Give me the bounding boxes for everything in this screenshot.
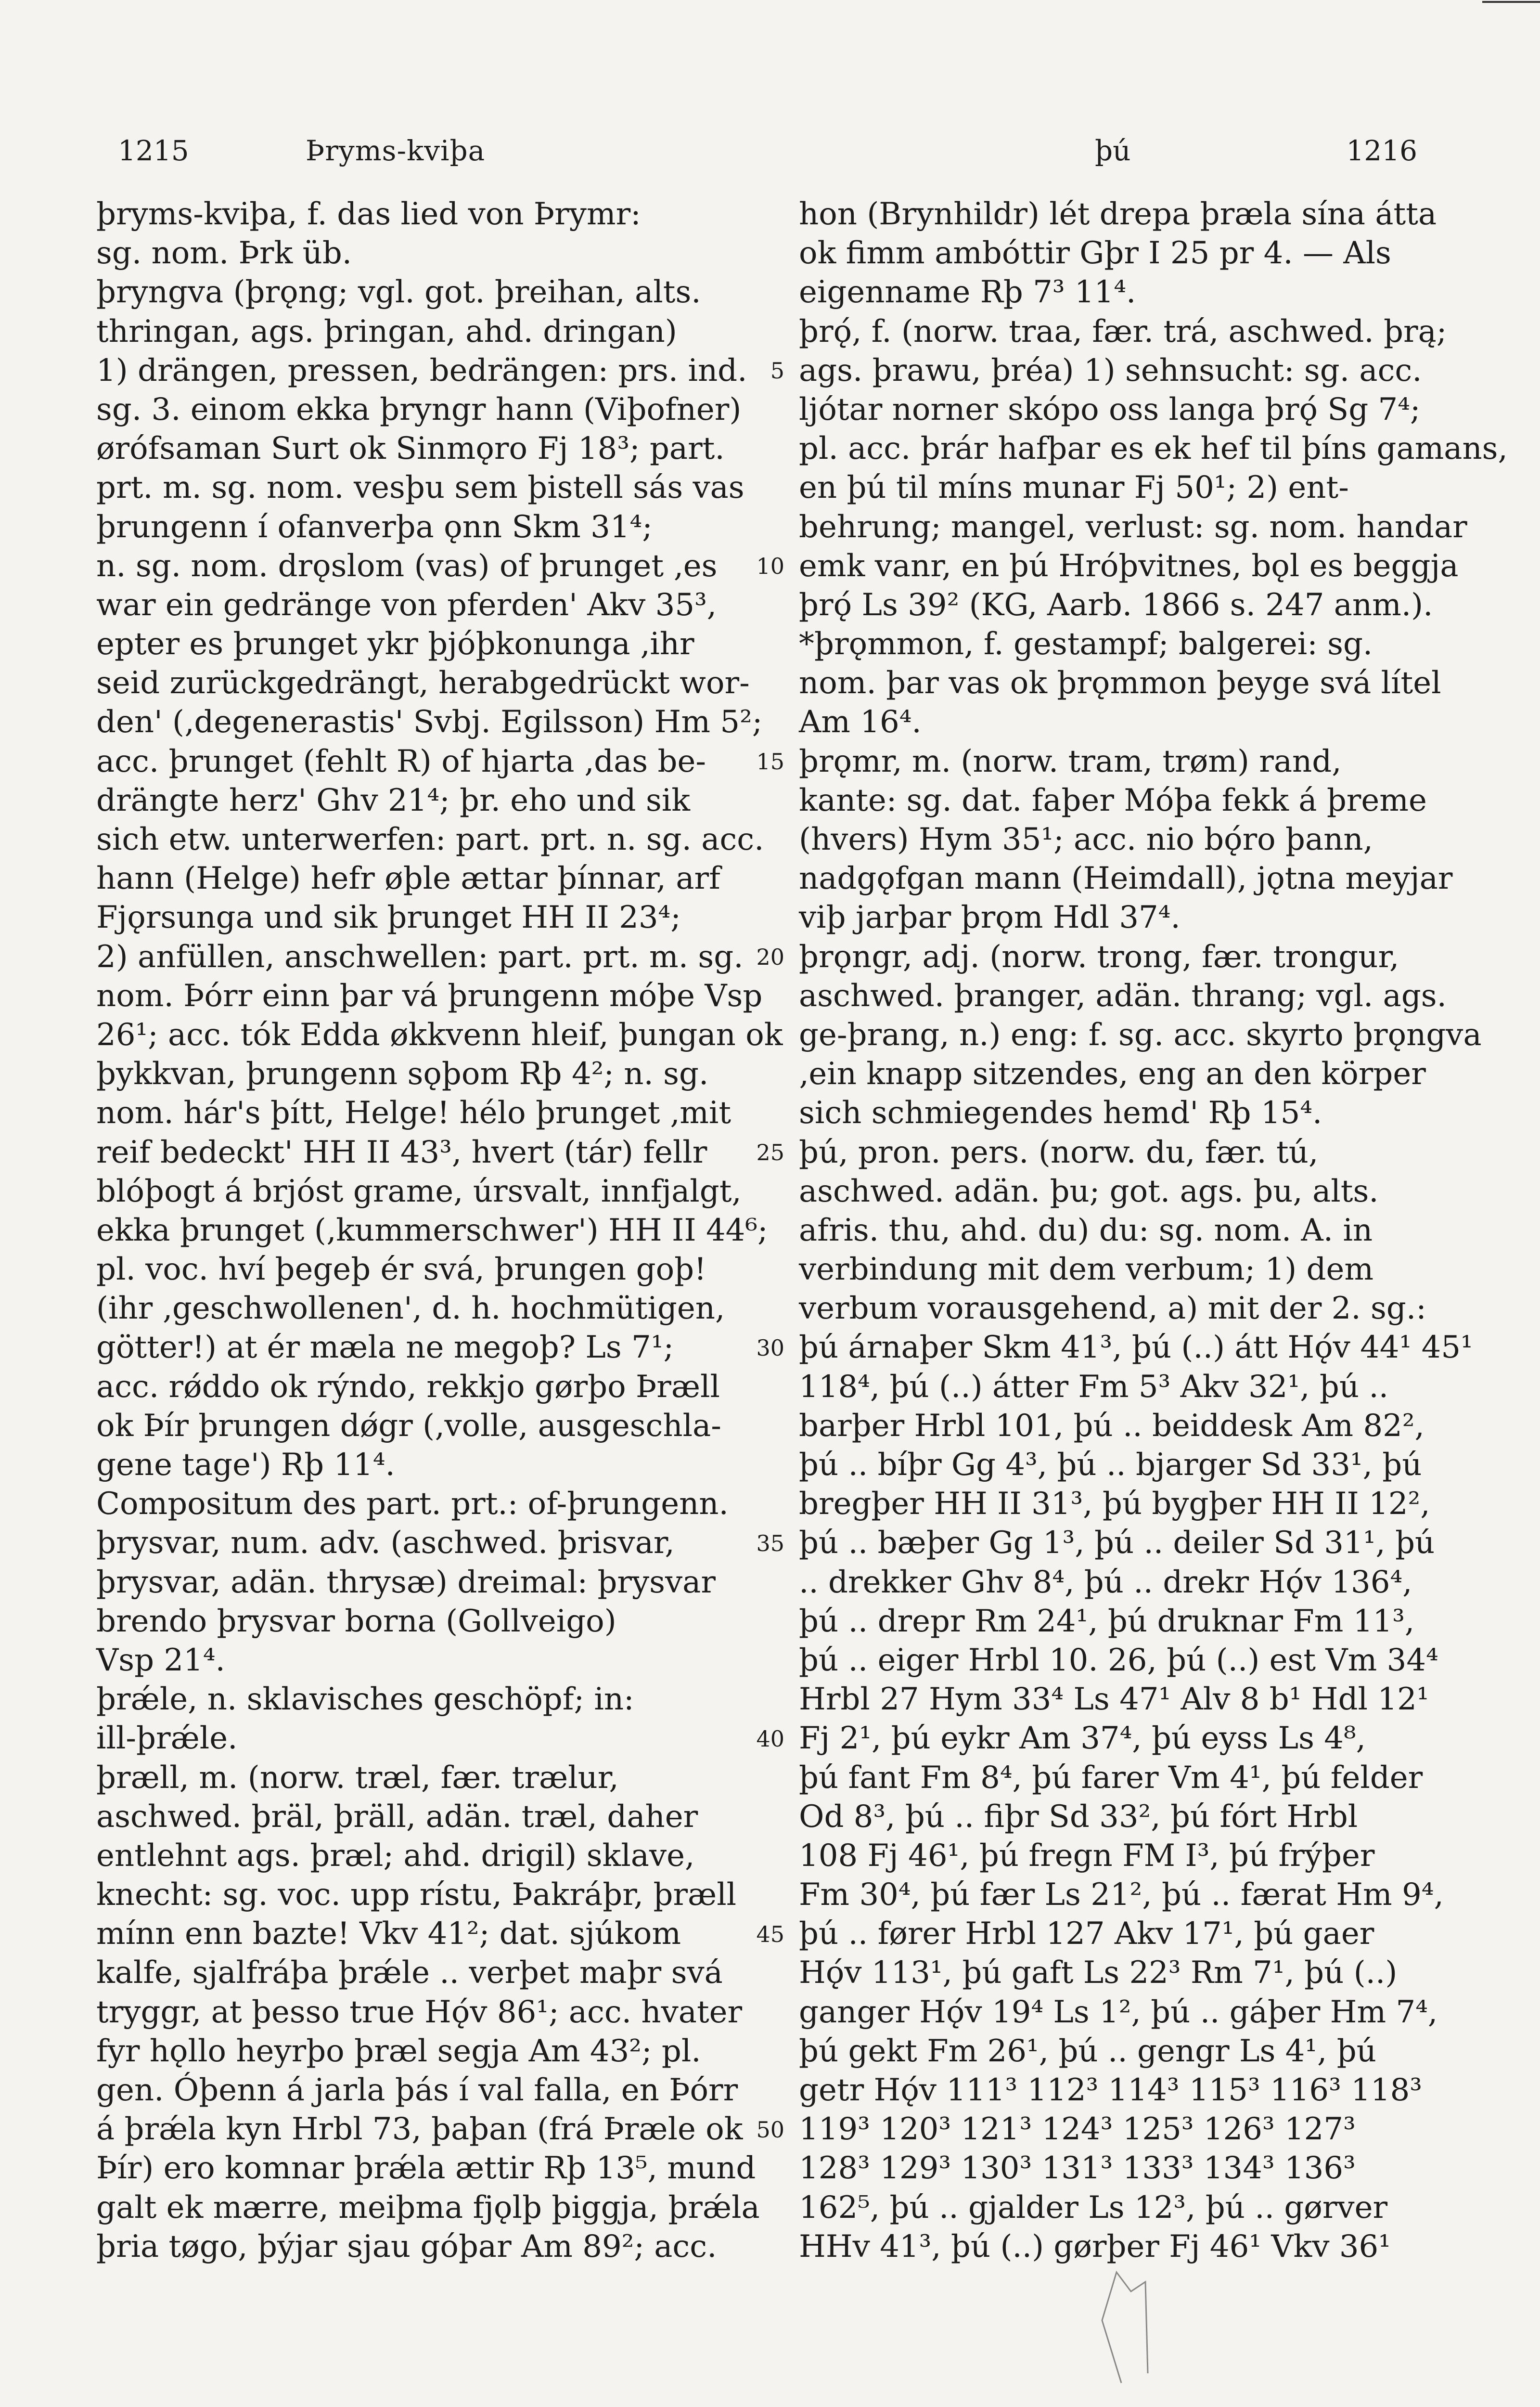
right-column-line: viþ jarþar þrǫm Hdl 37⁴. — [799, 900, 1181, 936]
right-column-line: Hǫ́v 113¹, þú gaft Ls 22³ Rm 7¹, þú (..) — [799, 1955, 1398, 1991]
left-column-line: 2) anfüllen, anschwellen: part. prt. m. sg. — [96, 939, 744, 975]
left-column-line: brendo þrysvar borna (Gollveigo) — [96, 1603, 616, 1639]
right-column-line: 108 Fj 46¹, þú fregn FM I³, þú frýþer — [799, 1838, 1375, 1874]
left-column-line: Fjǫrsunga und sik þrunget HH II 23⁴; — [96, 900, 681, 936]
left-column-line: sich etw. unterwerfen: part. prt. n. sg. acc. — [96, 822, 764, 857]
right-column-line: þú fant Fm 8⁴, þú farer Vm 4¹, þú felder — [799, 1760, 1423, 1796]
right-column-line: ags. þrawu, þréa) 1) sehnsucht: sg. acc. — [799, 352, 1422, 388]
left-column-line: (ihr ‚geschwollenen', d. h. hochmütigen, — [96, 1291, 725, 1327]
right-column-line: en þú til míns munar Fj 50¹; 2) ent- — [799, 470, 1349, 506]
pencil-bracket-mark — [1092, 2263, 1160, 2388]
right-column-line: behrung; mangel, verlust: sg. nom. handar — [799, 509, 1467, 545]
right-column-line: ljótar norner skópo oss langa þrǫ́ Sg 7⁴; — [799, 391, 1421, 427]
left-column-line: seid zurückgedrängt, herabgedrückt wor- — [96, 665, 750, 701]
line-number: 35 — [756, 1530, 784, 1556]
right-column-line: ge-þrang, n.) eng: f. sg. acc. skyrto þrǫngva — [799, 1017, 1482, 1053]
left-column-line: acc. rǿddo ok rýndo, rekkjo gørþo Þræll — [96, 1369, 720, 1405]
line-number: 25 — [756, 1139, 784, 1165]
right-column-line: þú .. eiger Hrbl 10. 26, þú (..) est Vm 34⁴ — [799, 1642, 1438, 1678]
left-page-number: 1215 — [118, 134, 189, 167]
left-column-line: þrungenn í ofanverþa ǫnn Skm 31⁴; — [96, 509, 653, 545]
left-column-line: mínn enn bazte! Vkv 41²; dat. sjúkom — [96, 1916, 681, 1952]
right-text-column — [799, 195, 1508, 2266]
right-column-line: þrǫ́, f. (norw. traa, fær. trá, aschwed. þrą; — [799, 313, 1447, 349]
left-column-line: war ein gedränge von pferden' Akv 35³, — [96, 587, 717, 623]
right-column-line: pl. acc. þrár hafþar es ek hef til þíns gamans, — [799, 431, 1508, 467]
right-column-line: þrǫmr, m. (norw. tram, trøm) rand, — [799, 743, 1342, 779]
right-column-line: 118⁴, þú (..) átter Fm 5³ Akv 32¹, þú .. — [799, 1369, 1389, 1405]
left-column-line: þykkvan, þrungenn sǫþom Rþ 4²; n. sg. — [96, 1056, 709, 1092]
right-column-line: sich schmiegendes hemd' Rþ 15⁴. — [799, 1095, 1322, 1131]
left-column-line: den' (‚degenerastis' Svbj. Egilsson) Hm 5²; — [96, 704, 763, 740]
left-column-line: sg. nom. Þrk üb. — [96, 235, 352, 272]
left-column-line: thringan, ags. þringan, ahd. dringan) — [96, 313, 677, 349]
left-column-line: nom. hár's þítt, Helge! hélo þrunget ‚mit — [96, 1095, 732, 1131]
right-column-line: þrǫ́ Ls 39² (KG, Aarb. 1866 s. 247 anm.). — [799, 587, 1433, 623]
right-column-line: Hrbl 27 Hym 33⁴ Ls 47¹ Alv 8 b¹ Hdl 12¹ — [799, 1682, 1429, 1718]
line-number: 45 — [756, 1921, 784, 1947]
left-column-line: nom. Þórr einn þar vá þrungenn móþe Vsp — [96, 978, 763, 1014]
line-number: 20 — [756, 944, 784, 970]
right-column-line: getr Hǫ́v 111³ 112³ 114³ 115³ 116³ 118³ — [799, 2072, 1422, 2108]
left-column-line: ill-þrǽle. — [96, 1721, 238, 1757]
right-column-line: Fj 2¹, þú eykr Am 37⁴, þú eyss Ls 4⁸, — [799, 1721, 1366, 1757]
right-column-line: .. drekker Ghv 8⁴, þú .. drekr Hǫ́v 136⁴, — [799, 1564, 1412, 1600]
right-column-line: aschwed. adän. þu; got. ags. þu, alts. — [799, 1173, 1379, 1209]
right-column-line: þú gekt Fm 26¹, þú .. gengr Ls 4¹, þú — [799, 2033, 1376, 2069]
left-column-line: Vsp 21⁴. — [96, 1642, 225, 1678]
left-column-line: entlehnt ags. þræl; ahd. drigil) sklave, — [96, 1838, 695, 1874]
right-column-line: barþer Hrbl 101, þú .. beiddesk Am 82², — [799, 1408, 1424, 1444]
page-header — [118, 129, 1417, 177]
right-column-line: þú .. bæþer Gg 1³, þú .. deiler Sd 31¹, þú — [799, 1525, 1435, 1561]
right-column-line: þrǫngr, adj. (norw. trong, fær. trongur, — [799, 939, 1399, 975]
right-column-line: 162⁵, þú .. gjalder Ls 12³, þú .. gørver — [799, 2189, 1388, 2226]
page-corner-mark — [1482, 0, 1540, 5]
right-column-line: kante: sg. dat. faþer Móþa fekk á þreme — [799, 782, 1427, 818]
left-column-line: galt ek mærre, meiþma fjǫlþ þiggja, þrǽla — [96, 2189, 760, 2226]
right-column-line: hon (Brynhildr) lét drepa þræla sína átta — [799, 196, 1437, 232]
line-number: 5 — [770, 357, 784, 384]
left-column-line: epter es þrunget ykr þjóþkonunga ‚ihr — [96, 626, 694, 662]
right-column-line: þú .. drepr Rm 24¹, þú druknar Fm 11³, — [799, 1603, 1415, 1639]
right-column-line: aschwed. þranger, adän. thrang; vgl. ags. — [799, 978, 1447, 1014]
left-column-line: reif bedeckt' HH II 43³, hvert (tár) fellr — [96, 1134, 707, 1170]
right-column-line: bregþer HH II 31³, þú bygþer HH II 12², — [799, 1486, 1430, 1522]
left-column-line: þrysvar, num. adv. (aschwed. þrisvar, — [96, 1525, 675, 1561]
left-column-line: þrǽle, n. sklavisches geschöpf; in: — [96, 1682, 634, 1718]
line-number: 40 — [756, 1725, 784, 1752]
left-column-line: ekka þrunget (‚kummerschwer') HH II 44⁶; — [96, 1212, 768, 1248]
left-column-line: gen. Óþenn á jarla þás í val falla, en Þórr — [96, 2072, 738, 2108]
right-column-line: emk vanr, en þú Hróþvitnes, bǫl es beggja — [799, 548, 1459, 584]
left-column-line: á þrǽla kyn Hrbl 73, þaþan (frá Þræle ok — [96, 2111, 743, 2148]
right-column-line: nom. þar vas ok þrǫmmon þeyge svá lítel — [799, 665, 1441, 701]
right-column-line: Od 8³, þú .. fiþr Sd 33², þú fórt Hrbl — [799, 1799, 1358, 1835]
left-column-line: fyr hǫllo heyrþo þræl segja Am 43²; pl. — [96, 2033, 701, 2069]
left-column-line: 1) drängen, pressen, bedrängen: prs. ind. — [96, 352, 747, 388]
left-column-line: Compositum des part. prt.: of-þrungenn. — [96, 1486, 729, 1522]
right-column-line: verbindung mit dem verbum; 1) dem — [799, 1252, 1374, 1288]
right-column-line: HHv 41³, þú (..) gørþer Fj 46¹ Vkv 36¹ — [799, 2228, 1391, 2265]
right-column-line: afris. thu, ahd. du) du: sg. nom. A. in — [799, 1212, 1373, 1248]
left-column-line: þryms-kviþa, f. das lied von Þrymr: — [96, 196, 641, 232]
right-page-number: 1216 — [1346, 134, 1417, 167]
left-column-line: pl. voc. hví þegeþ ér svá, þrungen goþ! — [96, 1252, 706, 1288]
line-number: 30 — [756, 1334, 784, 1361]
left-running-title: Þryms-kviþa — [306, 134, 486, 167]
right-column-line: ganger Hǫ́v 19⁴ Ls 1², þú .. gáþer Hm 7⁴, — [799, 1994, 1438, 2030]
left-column-line: Þír) ero komnar þrǽla ættir Rþ 13⁵, mund — [96, 2150, 756, 2187]
left-column-line: hann (Helge) hefr øþle ættar þínnar, arf — [96, 861, 720, 897]
left-column-line: þræll, m. (norw. træl, fær. trælur, — [96, 1760, 619, 1796]
line-number: 10 — [756, 553, 784, 579]
right-running-title: þú — [1095, 134, 1131, 167]
left-column-line: blóþogt á brjóst grame, úrsvalt, innfjalgt, — [96, 1173, 742, 1209]
right-column-line: 119³ 120³ 121³ 124³ 125³ 126³ 127³ — [799, 2111, 1356, 2148]
right-column-line: eigenname Rþ 7³ 11⁴. — [799, 274, 1136, 311]
left-column-line: kalfe, sjalfráþa þrǽle .. verþet maþr svá — [96, 1955, 723, 1991]
right-column-line: *þrǫmmon, f. gestampf; balgerei: sg. — [799, 626, 1373, 662]
right-column-line: (hvers) Hym 35¹; acc. nio bǫ́ro þann, — [799, 822, 1373, 857]
left-column-line: ørófsaman Surt ok Sinmǫro Fj 18³; part. — [96, 431, 725, 467]
right-column-line: þú .. bíþr Gg 4³, þú .. bjarger Sd 33¹, þú — [799, 1447, 1422, 1483]
left-column-line: þrysvar, adän. thrysæ) dreimal: þrysvar — [96, 1564, 716, 1600]
left-column-line: götter!) at ér mæla ne megoþ? Ls 7¹; — [96, 1330, 674, 1366]
left-column-line: 26¹; acc. tók Edda økkvenn hleif, þungan ok — [96, 1017, 783, 1053]
right-column-line: Fm 30⁴, þú fær Ls 21², þú .. færat Hm 9⁴, — [799, 1877, 1444, 1913]
right-column-line: ‚ein knapp sitzendes, eng an den körper — [799, 1056, 1426, 1092]
left-column-line: sg. 3. einom ekka þryngr hann (Viþofner) — [96, 391, 742, 427]
line-number: 50 — [756, 2116, 784, 2143]
right-column-line: þú .. fører Hrbl 127 Akv 17¹, þú gaer — [799, 1916, 1374, 1952]
right-column-line: ok fimm ambóttir Gþr I 25 pr 4. — Als — [799, 235, 1391, 272]
left-column-line: aschwed. þräl, þräll, adän. træl, daher — [96, 1799, 698, 1835]
right-column-line: 128³ 129³ 130³ 131³ 133³ 134³ 136³ — [799, 2150, 1356, 2187]
right-column-line: nadgǫfgan mann (Heimdall), jǫtna meyjar — [799, 861, 1453, 897]
right-column-line: Am 16⁴. — [799, 704, 922, 740]
left-column-line: ok Þír þrungen dǿgr (‚volle, ausgeschla- — [96, 1408, 721, 1444]
left-column-line: þria tøgo, þýjar sjau góþar Am 89²; acc. — [96, 2228, 717, 2265]
left-column-line: prt. m. sg. nom. vesþu sem þistell sás vas — [96, 470, 744, 506]
left-column-line: acc. þrunget (fehlt R) of hjarta ‚das be- — [96, 743, 706, 779]
right-column-line: þú árnaþer Skm 41³, þú (..) átt Hǫ́v 44¹ 45¹ — [799, 1330, 1473, 1366]
left-column-line: þryngva (þrǫng; vgl. got. þreihan, alts. — [96, 274, 701, 311]
left-column-line: knecht: sg. voc. upp rístu, Þakráþr, þræll — [96, 1877, 737, 1913]
left-column-line: n. sg. nom. drǫslom (vas) of þrunget ‚es — [96, 548, 718, 584]
line-number: 15 — [756, 748, 784, 775]
left-column-line: drängte herz' Ghv 21⁴; þr. eho und sik — [96, 782, 691, 818]
left-column-line: tryggr, at þesso true Hǫ́v 86¹; acc. hvater — [96, 1994, 743, 2030]
left-column-line: gene tage') Rþ 11⁴. — [96, 1447, 395, 1483]
right-column-line: þú, pron. pers. (norw. du, fær. tú, — [799, 1134, 1319, 1170]
right-column-line: verbum vorausgehend, a) mit der 2. sg.: — [799, 1291, 1426, 1327]
